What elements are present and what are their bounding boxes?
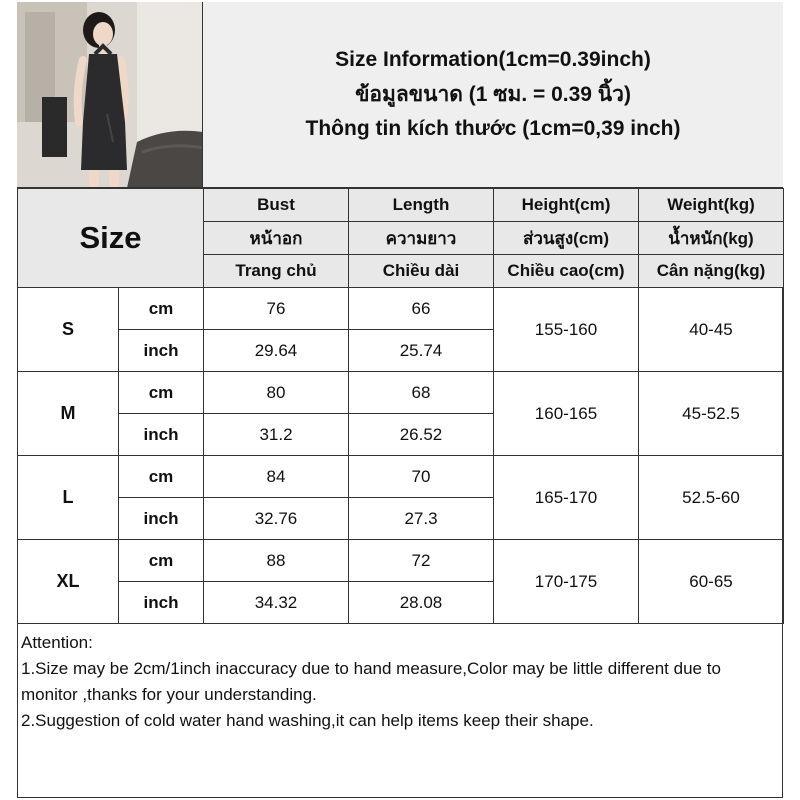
product-photo xyxy=(17,2,203,188)
weight-header-vietnamese: Cân nặng(kg) xyxy=(639,255,784,288)
unit-inch: inch xyxy=(119,582,204,624)
model-photo-illustration xyxy=(17,2,203,188)
size-label-l: L xyxy=(18,456,119,540)
table-row xyxy=(18,288,784,330)
height-range: 165-170 xyxy=(494,456,639,540)
unit-cm: cm xyxy=(119,372,204,414)
bust-cm-value: 84 xyxy=(204,456,349,498)
length-inch-value: 25.74 xyxy=(349,330,494,372)
unit-cm: cm xyxy=(119,456,204,498)
height-range: 170-175 xyxy=(494,540,639,624)
size-column-header: Size xyxy=(18,189,204,288)
weight-range: 45-52.5 xyxy=(639,372,784,456)
bust-inch-value: 31.2 xyxy=(204,414,349,456)
unit-inch: inch xyxy=(119,498,204,540)
table-row xyxy=(18,540,784,582)
bust-header-thai: หน้าอก xyxy=(204,222,349,255)
unit-cm: cm xyxy=(119,540,204,582)
length-inch-value: 26.52 xyxy=(349,414,494,456)
length-header-thai: ความยาว xyxy=(349,222,494,255)
weight-range: 60-65 xyxy=(639,540,784,624)
size-label-xl: XL xyxy=(18,540,119,624)
attention-notes xyxy=(17,628,783,798)
weight-header-thai: น้ำหนัก(kg) xyxy=(639,222,784,255)
height-header-thai: ส่วนสูง(cm) xyxy=(494,222,639,255)
height-header-vietnamese: Chiều cao(cm) xyxy=(494,255,639,288)
length-inch-value: 28.08 xyxy=(349,582,494,624)
table-header-row-english xyxy=(18,189,784,222)
bust-cm-value: 76 xyxy=(204,288,349,330)
attention-note-2: 2.Suggestion of cold water hand washing,it can help items keep their shape. xyxy=(21,711,594,730)
length-cm-value: 70 xyxy=(349,456,494,498)
height-header: Height(cm) xyxy=(494,189,639,222)
header-title-english: Size Information(1cm=0.39inch) xyxy=(335,48,651,71)
header-title-thai: ข้อมูลขนาด (1 ซม. = 0.39 นิ้ว) xyxy=(355,83,631,106)
bust-cm-value: 88 xyxy=(204,540,349,582)
bust-inch-value: 32.76 xyxy=(204,498,349,540)
bust-inch-value: 34.32 xyxy=(204,582,349,624)
attention-note-1: 1.Size may be 2cm/1inch inaccuracy due to hand measure,Color may be little different due to monitor ,thanks for your understanding. xyxy=(21,659,721,704)
height-range: 160-165 xyxy=(494,372,639,456)
attention-heading: Attention: xyxy=(21,633,93,652)
length-header: Length xyxy=(349,189,494,222)
size-label-s: S xyxy=(18,288,119,372)
bust-cm-value: 80 xyxy=(204,372,349,414)
size-table xyxy=(17,188,784,624)
bust-header-vietnamese: Trang chủ xyxy=(204,255,349,288)
size-info-header xyxy=(203,2,783,188)
bust-inch-value: 29.64 xyxy=(204,330,349,372)
weight-range: 40-45 xyxy=(639,288,784,372)
size-label-m: M xyxy=(18,372,119,456)
weight-range: 52.5-60 xyxy=(639,456,784,540)
weight-header: Weight(kg) xyxy=(639,189,784,222)
length-cm-value: 66 xyxy=(349,288,494,330)
height-range: 155-160 xyxy=(494,288,639,372)
bust-header: Bust xyxy=(204,189,349,222)
table-row xyxy=(18,372,784,414)
length-inch-value: 27.3 xyxy=(349,498,494,540)
unit-inch: inch xyxy=(119,330,204,372)
length-cm-value: 72 xyxy=(349,540,494,582)
unit-cm: cm xyxy=(119,288,204,330)
length-cm-value: 68 xyxy=(349,372,494,414)
length-header-vietnamese: Chiều dài xyxy=(349,255,494,288)
table-row xyxy=(18,456,784,498)
header-title-vietnamese: Thông tin kích thước (1cm=0,39 inch) xyxy=(305,117,681,140)
unit-inch: inch xyxy=(119,414,204,456)
